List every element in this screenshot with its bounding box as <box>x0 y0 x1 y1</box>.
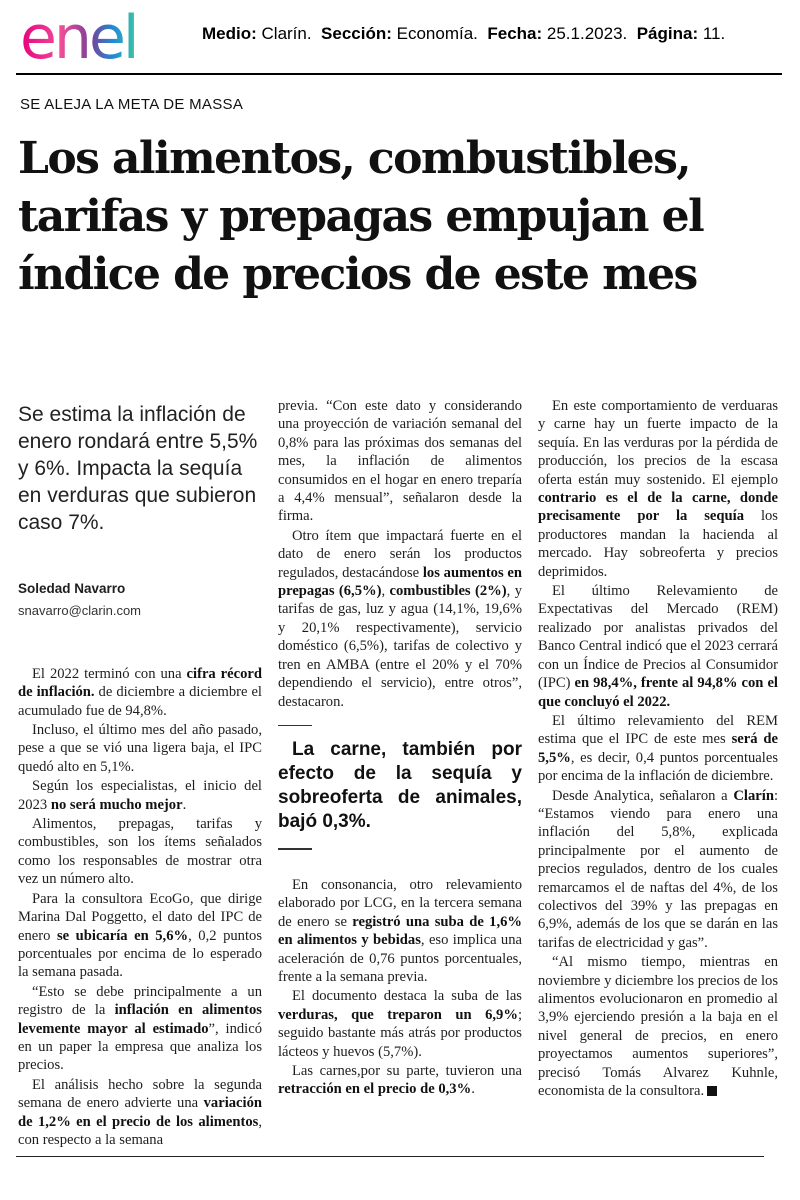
body-text: los productores mandan la hacienda al mercado. Hay sobreoferta y precios deprimidos. <box>538 508 778 580</box>
fecha-label: Fecha: <box>487 24 543 43</box>
article-paragraph <box>538 397 778 581</box>
body-text: , eso implica una aceleración de 0,76 puntos porcentuales, frente a la semana previa. <box>278 932 523 985</box>
article-paragraph <box>538 953 778 1100</box>
article-paragraph <box>538 712 778 786</box>
article-paragraph <box>278 876 522 986</box>
body-text: : “Estamos viendo para enero una inflación del 5,8%, explicada principalmente por el aumento de precios regulados, dentro de los cuales remarcamos el de naftas del 4%, de los colectivos del 39% y las prepagas en 6,9%, además de los que se darán en las tarifas de electricidad y gas”. <box>538 787 778 951</box>
emphasis-text: registró una suba de 1,6% en alimentos y bebidas <box>278 913 522 949</box>
pullquote: La carne, también por efecto de la sequía y sobreoferta de animales, bajó 0,3%. <box>278 739 522 833</box>
svg-text:enel: enel <box>20 12 137 68</box>
pullquote-rule-top <box>278 725 312 727</box>
column-3-body <box>538 397 778 1100</box>
column-1-body <box>18 665 262 1150</box>
emphasis-text: combustibles (2%) <box>389 583 507 600</box>
header-divider <box>16 73 782 75</box>
emphasis-text: cifra récord de inflación. <box>18 665 263 701</box>
pagina-label: Página: <box>636 24 699 43</box>
body-text: , es decir, 0,4 puntos porcentuales por encima de la inflación de diciembre. <box>538 749 778 785</box>
body-text: de diciembre a diciembre el acumulado fue de 94,8%. <box>18 684 262 719</box>
body-text: Para la consultora EcoGo, que dirige Marina Dal Poggetto, el dato del IPC de enero <box>18 890 262 944</box>
article-paragraph <box>18 890 262 982</box>
body-text: “Esto se debe principalmente a un registro de la <box>18 983 262 1019</box>
body-text: previa. “Con este dato y considerando una proyección de variación semanal del 0,8% para las próximas dos semanas del mes, la inflación de alimentos consumidos en el hogar en enero treparía a 4,4% mensual”, señalaron desde la firma. <box>278 398 522 525</box>
seccion-label: Sección: <box>321 24 392 43</box>
body-text: En este comportamiento de verduaras y carne hay un fuerte impacto de la sequía. En las verduras por la pérdida de producción, los precios de la escasa oferta están muy sostenido. El ejemplo <box>538 398 778 488</box>
body-text: . <box>182 796 187 813</box>
clipping-header <box>0 0 800 76</box>
footer-divider <box>16 1156 764 1157</box>
clipping-source-line <box>202 24 725 44</box>
medio-label: Medio: <box>202 24 257 43</box>
column-2-body-bottom <box>278 876 522 1099</box>
article-paragraph <box>18 721 262 776</box>
body-text: El último relevamiento del REM estima que el IPC de este mes <box>538 712 778 748</box>
article-paragraph <box>538 582 778 711</box>
body-text: Alimentos, prepagas, tarifas y combustibles, son los ítems señalados como los responsables de mostrar otra vez un número alto. <box>18 816 262 888</box>
emphasis-text: será de 5,5% <box>538 731 778 766</box>
article-kicker: SE ALEJA LA META DE MASSA <box>20 96 244 113</box>
author-name: Soledad Navarro <box>18 581 126 596</box>
article-headline: Los alimentos, combustibles, tarifas y prepagas empujan el índice de precios de este mes <box>18 133 704 300</box>
byline <box>18 580 262 621</box>
seccion-value: Economía. <box>396 24 478 43</box>
article-column-2 <box>278 397 522 1100</box>
fecha-value: 25.1.2023. <box>546 24 628 43</box>
emphasis-text: inflación en alimentos levemente mayor al estimado <box>18 1002 262 1037</box>
emphasis-text: Clarín <box>733 787 774 804</box>
body-text: Desde Analytica, señalaron a <box>552 787 734 804</box>
article-paragraph <box>18 1076 262 1150</box>
body-text: El último Relevamiento de Expectativas del Mercado (REM) realizado por analistas privados del Banco Central indicó que el 2023 cerrará con un Índice de Precios al Consumidor (IPC) <box>538 583 778 692</box>
body-text: El análisis hecho sobre la segunda semana de enero advierte una <box>18 1076 262 1112</box>
body-text: El documento destaca la suba de las <box>292 988 522 1005</box>
article-paragraph <box>278 527 522 711</box>
article-paragraph <box>18 815 262 889</box>
article-paragraph <box>278 397 522 526</box>
body-text: . <box>471 1081 475 1098</box>
emphasis-text: retracción en el precio de 0,3% <box>278 1081 472 1098</box>
body-text: Las carnes,por su parte, tuvieron una <box>292 1062 522 1079</box>
enel-logo <box>18 12 198 68</box>
body-text: “Al mismo tiempo, mientras en noviembre y diciembre los precios de los alimentos evolucionaron en promedio al 3,9% ejerciendo presión a la baja en el nivel general de precios, en enero proyectamos aumentos superiores”, precisó Tomás Alvarez Kuhnle, economista de la consultora. <box>538 954 778 1100</box>
article-column-1 <box>18 395 262 1150</box>
medio-value: Clarín. <box>261 24 312 43</box>
article-paragraph <box>18 983 262 1075</box>
emphasis-text: se ubicaría en 5,6% <box>56 927 189 944</box>
body-text: ; seguido bastante más atrás por productos lácteos y huevos (5,7%). <box>278 1006 522 1060</box>
pagina-value: 11. <box>702 24 726 43</box>
emphasis-text: no será mucho mejor <box>50 796 183 813</box>
emphasis-text: los aumentos en prepagas (6,5%) <box>278 564 522 600</box>
emphasis-text: verduras, que treparon un 6,9% <box>278 1006 518 1023</box>
article-paragraph <box>18 777 262 814</box>
body-text: El 2022 terminó con una <box>32 665 187 682</box>
article-paragraph <box>278 1062 522 1099</box>
column-2-body-top <box>278 397 522 711</box>
article-paragraph <box>18 665 262 720</box>
body-text: Otro ítem que impactará fuerte en el dato de enero serán los productos regulados, destacándose <box>278 527 522 581</box>
body-text: , con respecto a la semana <box>18 1113 262 1148</box>
emphasis-text: variación de 1,2% en el precio de los alimentos <box>18 1095 262 1130</box>
body-text: En consonancia, otro relevamiento elaborado por LCG, en la tercera semana de enero se <box>278 876 522 930</box>
pullquote-rule-bottom <box>278 848 312 850</box>
body-text: Incluso, el último mes del año pasado, pese a que se vió una ligera baja, el IPC quedó alto en 5,1%. <box>18 722 262 775</box>
emphasis-text: en 98,4%, frente al 94,8% con el que concluyó el 2022. <box>538 675 778 710</box>
body-text: , <box>381 583 390 600</box>
article-column-3 <box>538 397 778 1101</box>
body-text: , 0,2 puntos porcentuales por encima de lo esperado la semana pasada. <box>18 927 262 981</box>
article-paragraph <box>538 787 778 953</box>
emphasis-text: contrario es el de la carne, donde precisamente por la sequía <box>538 490 778 525</box>
body-text: Según los especialistas, el inicio del 2023 <box>18 778 262 813</box>
end-of-article-mark <box>707 1086 717 1096</box>
body-text: ”, indicó en un paper la empresa que analiza los precios. <box>18 1020 262 1074</box>
article-deck: Se estima la inflación de enero rondará entre 5,5% y 6%. Impacta la sequía en verduras que subieron caso 7%. <box>18 403 258 534</box>
body-text: , y tarifas de gas, luz y agua (14,1%, 19,6% y 20,1% respectivamente), servicio doméstico (6,5%), tarifas de colectivo y tren en AMBA (entre el 20% y el 70% dependiendo el servicio), entre otros”, destacaron. <box>278 583 522 710</box>
article-paragraph <box>278 987 522 1061</box>
author-email[interactable]: snavarro@clarin.com <box>18 603 142 619</box>
